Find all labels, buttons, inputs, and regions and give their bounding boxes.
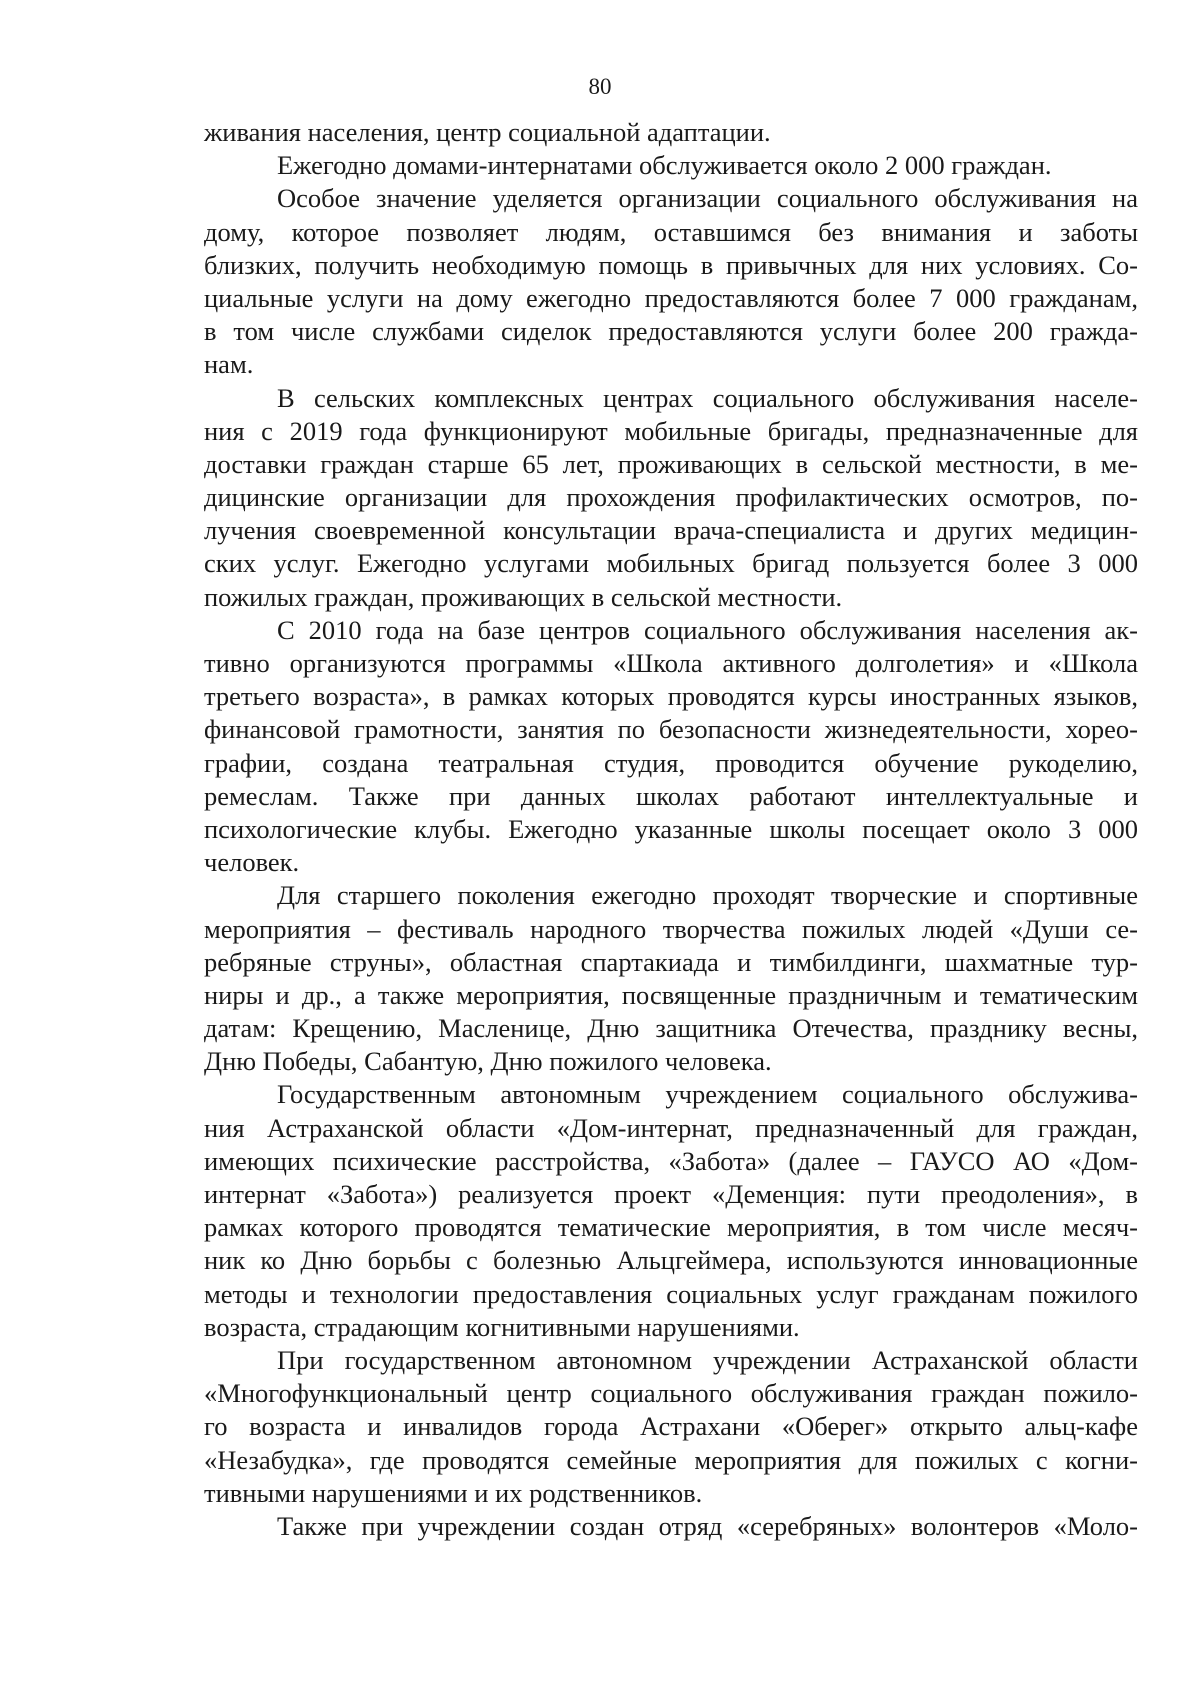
- text-line: ниры и др., а также мероприятия, посвященные праздничным и тематическим: [204, 979, 1138, 1010]
- text-line: имеющих психические расстройства, «Забота» (далее – ГАУСО АО «Дом-: [204, 1145, 1138, 1176]
- text-line: мероприятия – фестиваль народного творчества пожилых людей «Души се-: [204, 913, 1138, 944]
- text-line: Дню Победы, Сабантую, Дню пожилого человека.: [204, 1046, 772, 1077]
- paragraph: [204, 182, 1138, 381]
- paragraph: [204, 116, 1138, 149]
- paragraph: [204, 1510, 1138, 1543]
- text-line: Особое значение уделяется организации социального обслуживания на: [277, 183, 1138, 214]
- paragraph: [204, 1078, 1138, 1344]
- text-line: ских услуг. Ежегодно услугами мобильных бригад пользуется более 3 000: [204, 548, 1138, 579]
- text-line: в том числе службами сиделок предоставляются услуги более 200 гражда-: [204, 316, 1138, 347]
- paragraph: [204, 1344, 1138, 1510]
- text-line: тивно организуются программы «Школа активного долголетия» и «Школа: [204, 648, 1138, 678]
- text-line: го возраста и инвалидов города Астрахани «Оберег» открыто альц-кафе: [204, 1411, 1138, 1442]
- text-line: живания населения, центр социальной адаптации.: [204, 117, 771, 147]
- paragraph: [204, 879, 1138, 1078]
- text-line: Для старшего поколения ежегодно проходят творческие и спортивные: [277, 880, 1138, 911]
- text-line: методы и технологии предоставления социальных услуг гражданам пожилого: [204, 1278, 1138, 1309]
- text-line: С 2010 года на базе центров социального обслуживания населения ак-: [277, 614, 1138, 645]
- text-line: При государственном автономном учреждении Астраханской области: [277, 1344, 1138, 1375]
- text-line: третьего возраста», в рамках которых проводятся курсы иностранных языков,: [204, 681, 1138, 712]
- text-line: финансовой грамотности, занятия по безопасности жизнедеятельности, хорео-: [204, 714, 1138, 745]
- text-line: пожилых граждан, проживающих в сельской местности.: [204, 581, 843, 612]
- text-line: ник ко Дню борьбы с болезнью Альцгеймера, используются инновационные: [204, 1245, 1138, 1276]
- text-line: близких, получить необходимую помощь в привычных для них условиях. Со-: [204, 249, 1138, 280]
- page-number: 80: [588, 74, 612, 99]
- paragraph: [204, 382, 1138, 614]
- text-line: нам.: [204, 349, 254, 380]
- text-line: рамках которого проводятся тематические мероприятия, в том числе месяч-: [204, 1212, 1138, 1243]
- paragraph: [204, 149, 1138, 182]
- paragraph: [204, 614, 1138, 880]
- text-line: лучения своевременной консультации врача-специалиста и других медицин-: [204, 515, 1138, 546]
- text-line: «Незабудка», где проводятся семейные мероприятия для пожилых с когни-: [204, 1444, 1138, 1475]
- text-line: тивными нарушениями и их родственников.: [204, 1477, 703, 1508]
- text-line: человек.: [204, 847, 300, 878]
- text-line: ремеслам. Также при данных школах работают интеллектуальные и: [204, 780, 1138, 811]
- text-line: Ежегодно домами-интернатами обслуживается около 2 000 граждан.: [277, 150, 1052, 181]
- text-line: В сельских комплексных центрах социального обслуживания населе-: [277, 382, 1138, 413]
- text-line: «Многофункциональный центр социального обслуживания граждан пожило-: [204, 1378, 1138, 1409]
- text-line: ребряные струны», областная спартакиада и тимбилдинги, шахматные тур-: [204, 946, 1138, 977]
- text-line: возраста, страдающим когнитивными нарушениями.: [204, 1311, 800, 1342]
- text-line: ния Астраханской области «Дом-интернат, предназначенный для граждан,: [204, 1112, 1138, 1143]
- text-line: психологические клубы. Ежегодно указанные школы посещает около 3 000: [204, 813, 1138, 844]
- text-line: циальные услуги на дому ежегодно предоставляются более 7 000 гражданам,: [204, 282, 1138, 313]
- text-line: графии, создана театральная студия, проводится обучение рукоделию,: [204, 747, 1138, 778]
- text-line: Также при учреждении создан отряд «серебряных» волонтеров «Моло-: [277, 1510, 1138, 1541]
- text-line: дицинские организации для прохождения профилактических осмотров, по-: [204, 482, 1138, 513]
- body-text: [204, 116, 1138, 1543]
- text-line: дому, которое позволяет людям, оставшимся без внимания и заботы: [204, 216, 1138, 247]
- text-line: датам: Крещению, Масленице, Дню защитника Отечества, празднику весны,: [204, 1013, 1138, 1044]
- text-line: интернат «Забота») реализуется проект «Деменция: пути преодоления», в: [204, 1179, 1138, 1209]
- text-line: доставки граждан старше 65 лет, проживающих в сельской местности, в ме-: [204, 448, 1138, 479]
- text-line: Государственным автономным учреждением социального обслужива-: [277, 1079, 1138, 1110]
- text-line: ния с 2019 года функционируют мобильные бригады, предназначенные для: [204, 415, 1138, 446]
